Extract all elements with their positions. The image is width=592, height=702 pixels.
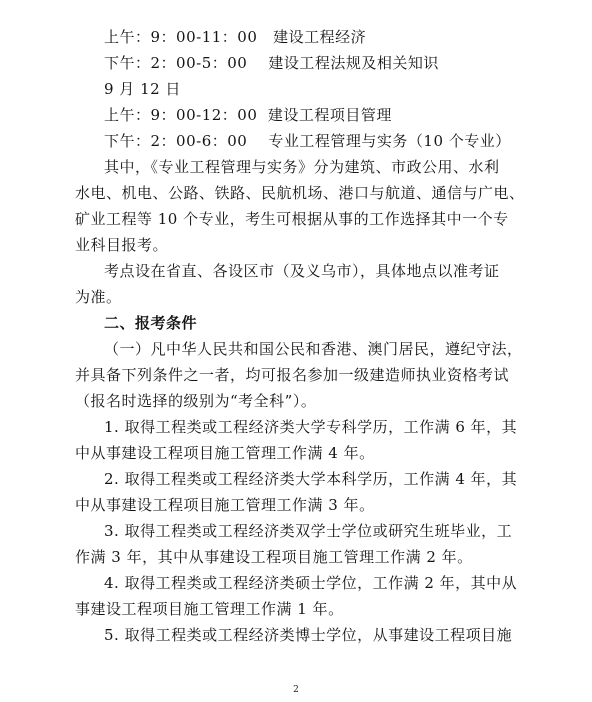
paragraph-line: 并具备下列条件之一者，均可报名参加一级建造师执业资格考试 [75,366,510,384]
paragraph-line: 业科目报考。 [75,236,169,254]
schedule-line: 上午：9：00-12：00 建设工程项目管理 [104,106,392,124]
list-item-line: 作满 3 年，其中从事建设工程项目施工管理工作满 2 年。 [75,548,473,566]
list-item-line: 2. 取得工程类或工程经济类大学本科学历，工作满 4 年，其 [104,470,518,488]
list-item-line: 5. 取得工程类或工程经济类博士学位，从事建设工程项目施 [104,626,513,644]
paragraph-line: 为准。 [75,288,122,306]
paragraph-line: （报名时选择的级别为“考全科”）。 [75,392,317,410]
page-number: 2 [293,685,299,695]
list-item-line: 中从事建设工程项目施工管理工作满 4 年。 [75,444,375,462]
list-item-line: 中从事建设工程项目施工管理工作满 3 年。 [75,496,375,514]
schedule-line: 下午：2：00-6：00 专业工程管理与实务（10 个专业） [104,132,511,150]
list-item-line: 4. 取得工程类或工程经济类硕士学位，工作满 2 年，其中从 [104,574,518,592]
section-heading: 二、报考条件 [104,314,198,332]
schedule-line: 上午：9：00-11：00 建设工程经济 [104,28,367,46]
list-item-line: 事建设工程项目施工管理工作满 1 年。 [75,600,344,618]
paragraph-line: 矿业工程等 10 个专业，考生可根据从事的工作选择其中一个专 [75,210,509,228]
paragraph-line: 水电、机电、公路、铁路、民航机场、港口与航道、通信与广电、 [75,184,525,202]
schedule-line: 下午：2：00-5：00 建设工程法规及相关知识 [104,54,439,72]
date-line: 9 月 12 日 [104,80,181,98]
paragraph-line: 其中，《专业工程管理与实务》分为建筑、市政公用、水利 [104,158,500,176]
paragraph-line: （一）凡中华人民共和国公民和香港、澳门居民，遵纪守法， [104,340,523,358]
list-item-line: 1. 取得工程类或工程经济类大学专科学历，工作满 6 年，其 [104,418,518,436]
paragraph-line: 考点设在省直、各设区市（及义乌市），具体地点以准考证 [104,262,500,280]
list-item-line: 3. 取得工程类或工程经济类双学士学位或研究生班毕业，工 [104,522,513,540]
